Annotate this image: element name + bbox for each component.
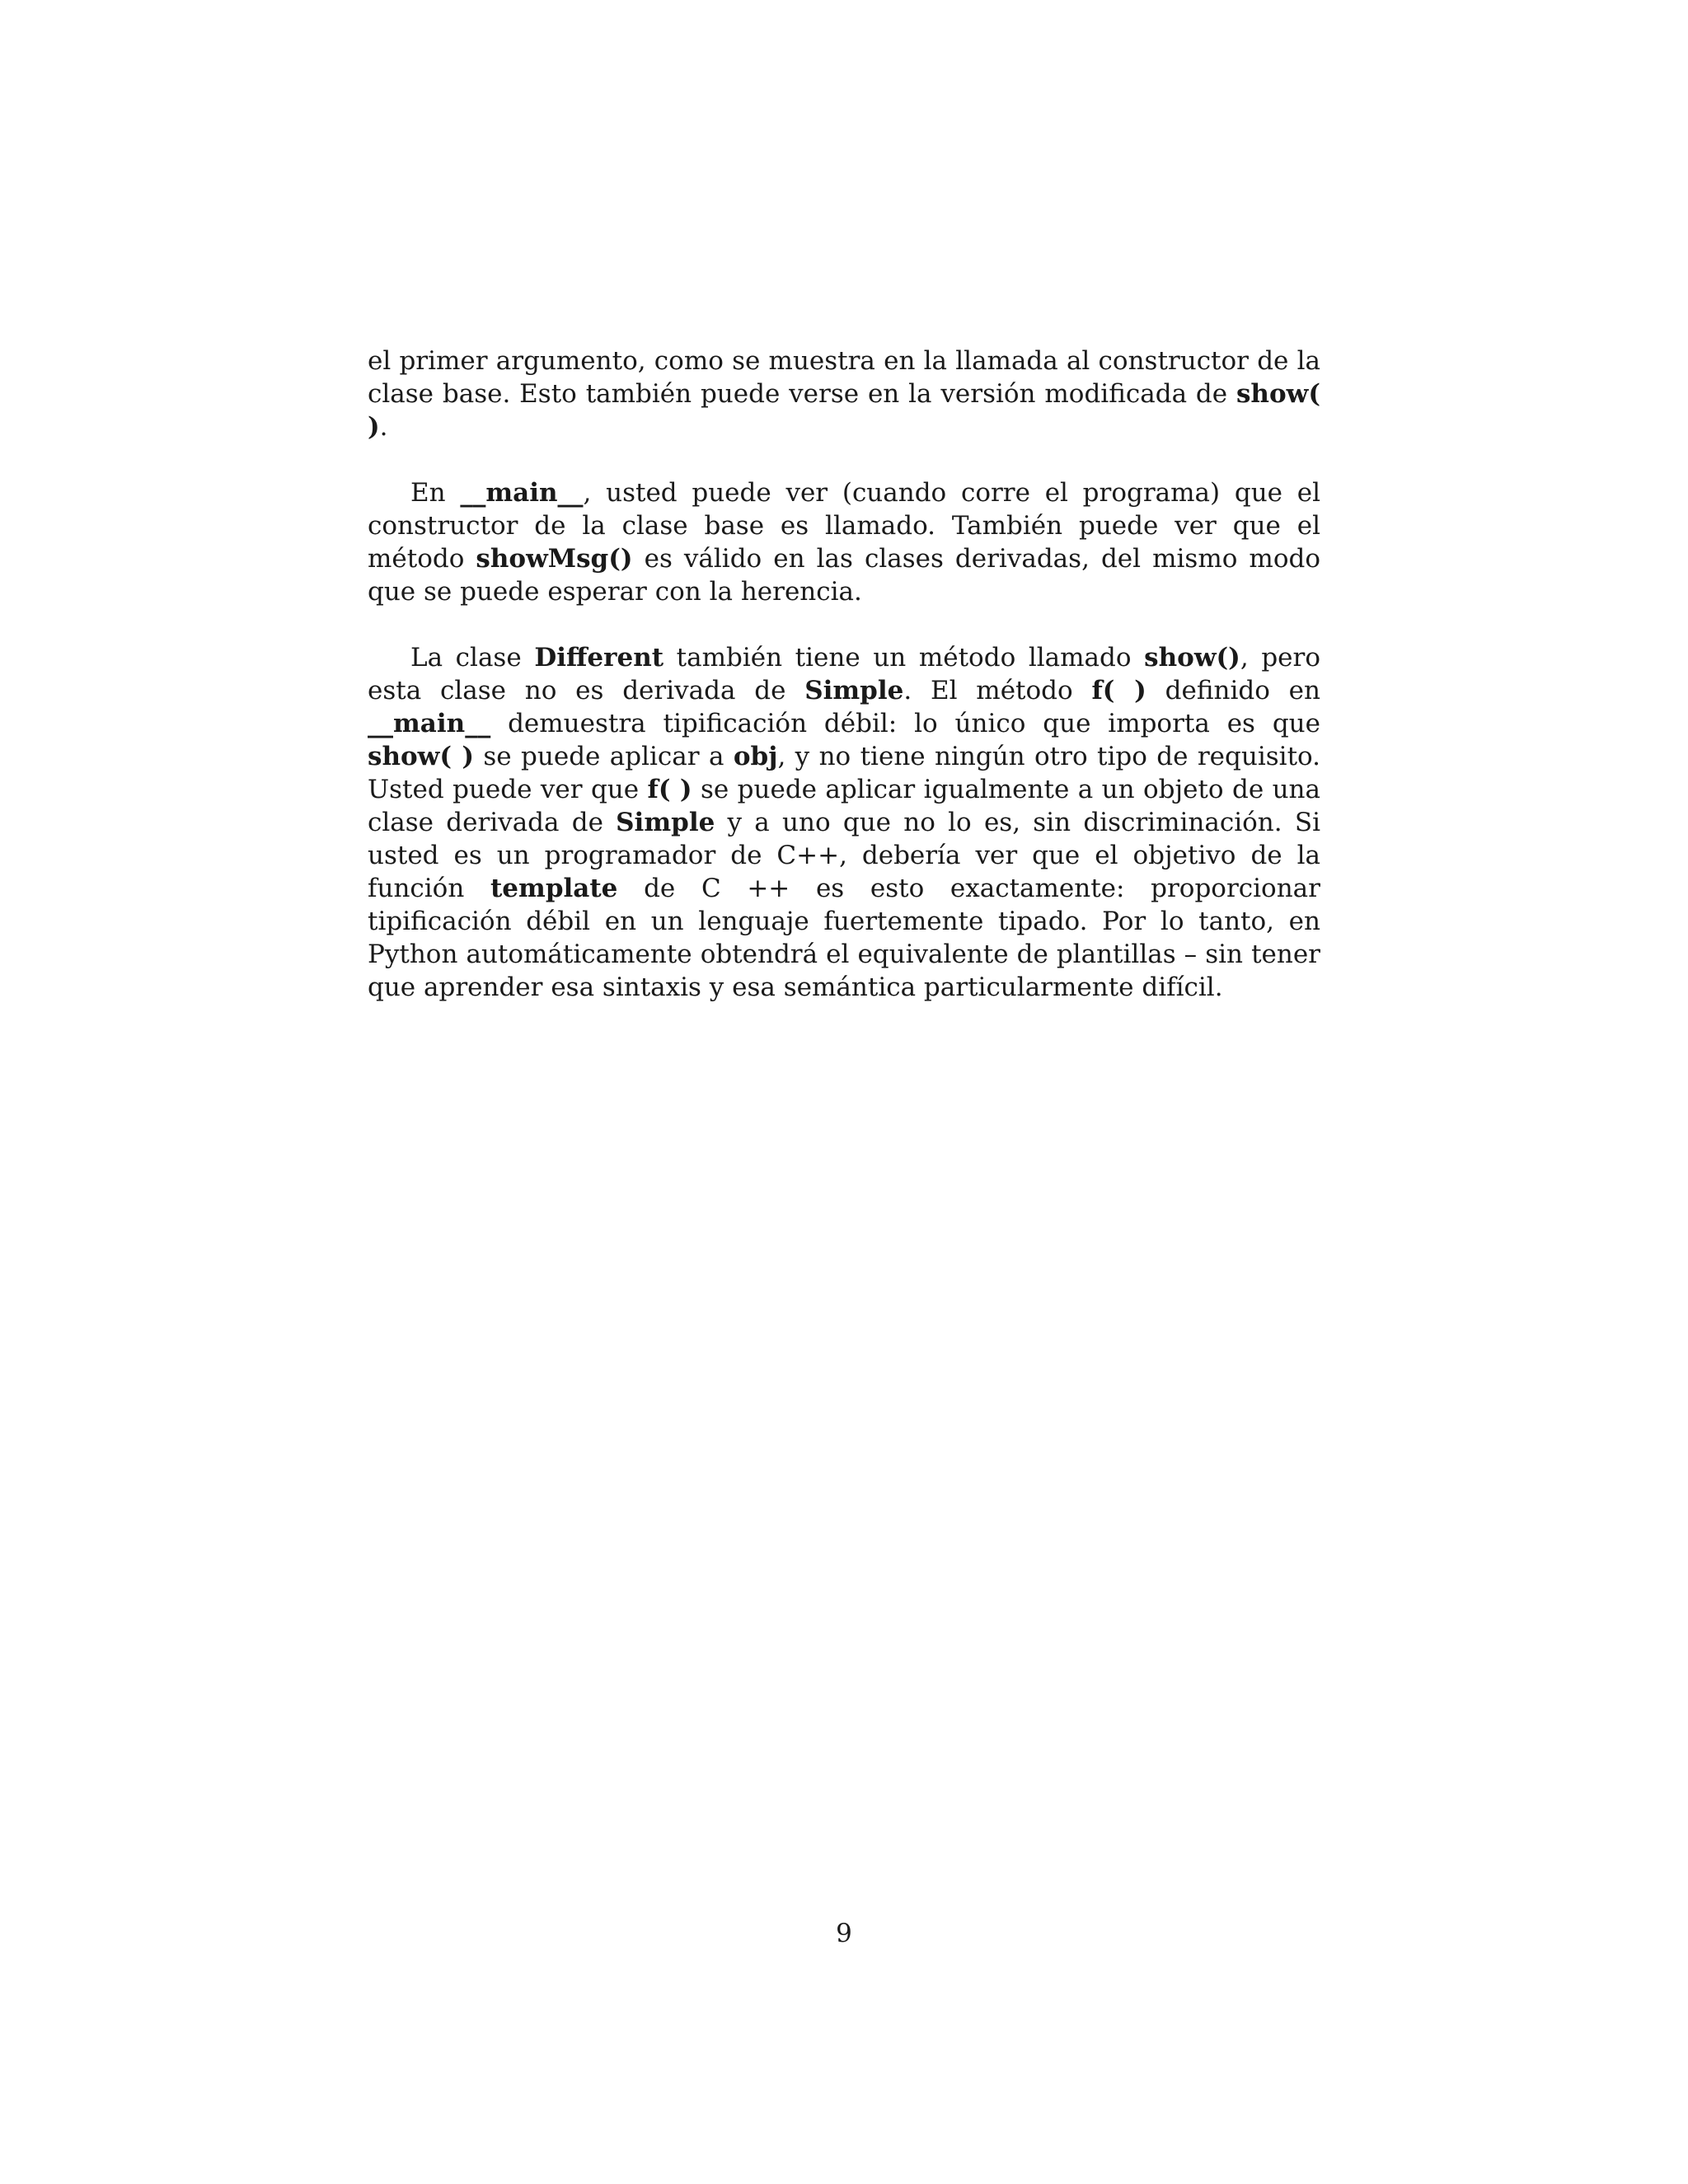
text-segment: La clase bbox=[410, 643, 535, 673]
code-term: f( ) bbox=[647, 775, 692, 804]
code-term: __main__ bbox=[460, 478, 584, 508]
code-term: show( ) bbox=[368, 742, 475, 771]
text-segment: se puede aplicar a bbox=[474, 742, 734, 771]
text-segment: . bbox=[379, 412, 388, 442]
text-segment: En bbox=[410, 478, 461, 508]
code-term: showMsg() bbox=[476, 544, 633, 574]
code-term: show() bbox=[1144, 643, 1240, 673]
text-segment: se puede aplicar igualmente a un objeto de una clase derivada de bbox=[368, 775, 1320, 837]
code-term: __main__ bbox=[368, 709, 491, 738]
paragraph-3 bbox=[368, 641, 1320, 1004]
text-segment: es válido en las clases derivadas, del mismo modo que se puede esperar con la herencia. bbox=[368, 544, 1320, 607]
text-segment: de C ++ es esto exactamente: proporcionar tipificación débil en un lenguaje fuertemente tipado. Por lo tanto, en Python automáticamente obtendrá el equivalente de plantillas – sin tener que aprender esa sintaxis y esa semántica particularmente difícil. bbox=[368, 874, 1320, 1002]
text-segment: el primer argumento, como se muestra en la llamada al constructor de la clase base. Esto también puede verse en la versión modificada de bbox=[368, 346, 1320, 409]
text-segment: definido en bbox=[1146, 676, 1320, 705]
code-term: Simple bbox=[804, 676, 904, 705]
code-term: Simple bbox=[616, 808, 715, 837]
text-segment: , usted puede ver (cuando corre el programa) que el constructor de la clase base es llamado. También puede ver que el método bbox=[368, 478, 1320, 574]
paragraph-1 bbox=[368, 344, 1320, 443]
text-segment: y a uno que no lo es, sin discriminación. Si usted es un programador de C++, debería ver que el objetivo de la función bbox=[368, 808, 1320, 903]
paragraph-2 bbox=[368, 476, 1320, 608]
page-body bbox=[368, 344, 1320, 1004]
code-term: f( ) bbox=[1091, 676, 1146, 705]
text-segment: . El método bbox=[903, 676, 1092, 705]
text-segment: , y no tiene ningún otro tipo de requisito. Usted puede ver que bbox=[368, 742, 1320, 804]
text-segment: , pero esta clase no es derivada de bbox=[368, 643, 1320, 705]
page-number: 9 bbox=[836, 1919, 852, 1948]
code-term: Different bbox=[534, 643, 664, 673]
code-term: obj bbox=[733, 742, 778, 771]
text-segment: también tiene un método llamado bbox=[663, 643, 1145, 673]
text-segment: demuestra tipificación débil: lo único que importa es que bbox=[490, 709, 1320, 738]
code-term: show( ) bbox=[368, 379, 1320, 442]
code-term: template bbox=[490, 874, 618, 903]
